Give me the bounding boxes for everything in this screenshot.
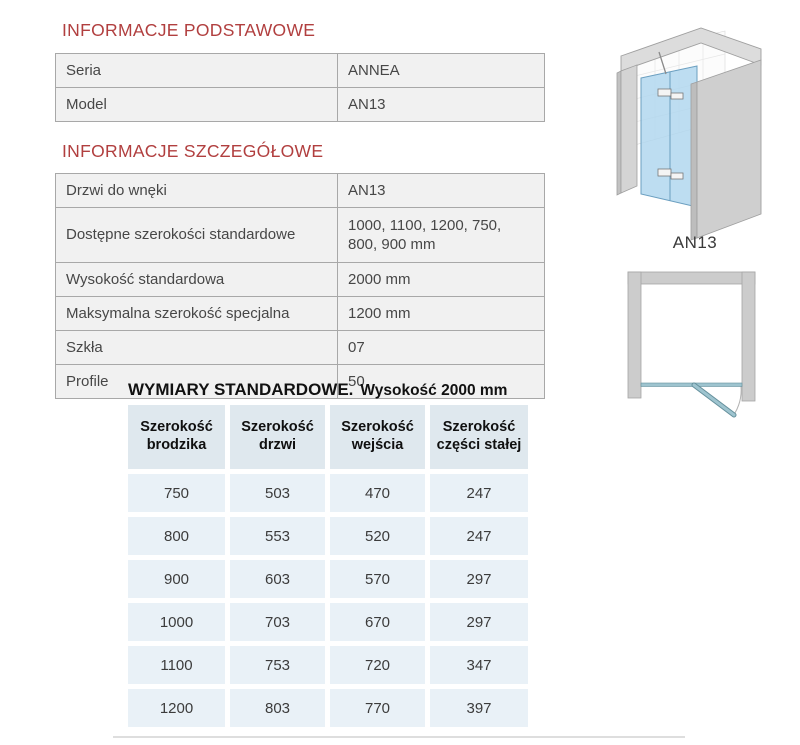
- spec-label: Wysokość standardowa: [56, 263, 338, 297]
- table-cell: 900: [128, 560, 225, 598]
- shower-door-top-view-figure: [615, 265, 775, 440]
- spec-value: 2000 mm: [338, 263, 545, 297]
- spec-value: AN13: [338, 88, 545, 122]
- table-cell: 247: [430, 474, 528, 512]
- column-header: Szerokość wejścia: [330, 405, 425, 469]
- table-cell: 297: [430, 560, 528, 598]
- spec-label: Seria: [56, 54, 338, 88]
- table-cell: 800: [128, 517, 225, 555]
- spec-label: Dostępne szerokości standardowe: [56, 208, 338, 263]
- table-cell: 1100: [128, 646, 225, 684]
- table-cell: 503: [230, 474, 325, 512]
- table-cell: 670: [330, 603, 425, 641]
- table-row: [56, 88, 545, 122]
- spec-value: 1200 mm: [338, 297, 545, 331]
- table-cell: 1000: [128, 603, 225, 641]
- shower-door-3d-figure: [613, 24, 777, 252]
- spec-label: Model: [56, 88, 338, 122]
- table-cell: 750: [128, 474, 225, 512]
- table-row: [56, 54, 545, 88]
- column-header: Szerokość brodzika: [128, 405, 225, 469]
- table-row: [56, 331, 545, 365]
- spec-value: 50: [338, 365, 545, 399]
- figure-model-label: AN13: [672, 233, 718, 252]
- table-cell: 553: [230, 517, 325, 555]
- table-cell: 347: [430, 646, 528, 684]
- column-header: Szerokość drzwi: [230, 405, 325, 469]
- table-cell: 1200: [128, 689, 225, 727]
- section-title-detailed-info: INFORMACJE SZCZEGÓŁOWE: [62, 141, 324, 161]
- table-cell: 720: [330, 646, 425, 684]
- dimensions-title: [128, 380, 507, 400]
- table-cell: 520: [330, 517, 425, 555]
- dimensions-table: [128, 405, 528, 727]
- section-title-basic-info: INFORMACJE PODSTAWOWE: [62, 20, 316, 40]
- spec-value: 07: [338, 331, 545, 365]
- table-cell: 297: [430, 603, 528, 641]
- spec-label: Profile: [56, 365, 338, 399]
- table-cell: 803: [230, 689, 325, 727]
- table-row: [56, 208, 545, 263]
- dimensions-title-height: Wysokość 2000 mm: [360, 382, 508, 399]
- table-cell: 247: [430, 517, 528, 555]
- spec-label: Szkła: [56, 331, 338, 365]
- spec-value: ANNEA: [338, 54, 545, 88]
- table-row: [56, 263, 545, 297]
- table-cell: 770: [330, 689, 425, 727]
- table-cell: 753: [230, 646, 325, 684]
- table-cell: 603: [230, 560, 325, 598]
- spec-value: AN13: [338, 174, 545, 208]
- table-cell: 570: [330, 560, 425, 598]
- spec-label: Drzwi do wnęki: [56, 174, 338, 208]
- spec-label: Maksymalna szerokość specjalna: [56, 297, 338, 331]
- table-cell: 397: [430, 689, 528, 727]
- column-header: Szerokość części stałej: [430, 405, 528, 469]
- detailed-info-table: [55, 173, 545, 399]
- table-row: [56, 297, 545, 331]
- table-cell: 703: [230, 603, 325, 641]
- table-cell: 470: [330, 474, 425, 512]
- basic-info-table: [55, 53, 545, 122]
- table-row: [56, 174, 545, 208]
- page-bottom-rule: [113, 736, 685, 738]
- spec-value: 1000, 1100, 1200, 750, 800, 900 mm: [338, 208, 545, 263]
- dimensions-title-main: WYMIARY STANDARDOWE.: [128, 380, 354, 399]
